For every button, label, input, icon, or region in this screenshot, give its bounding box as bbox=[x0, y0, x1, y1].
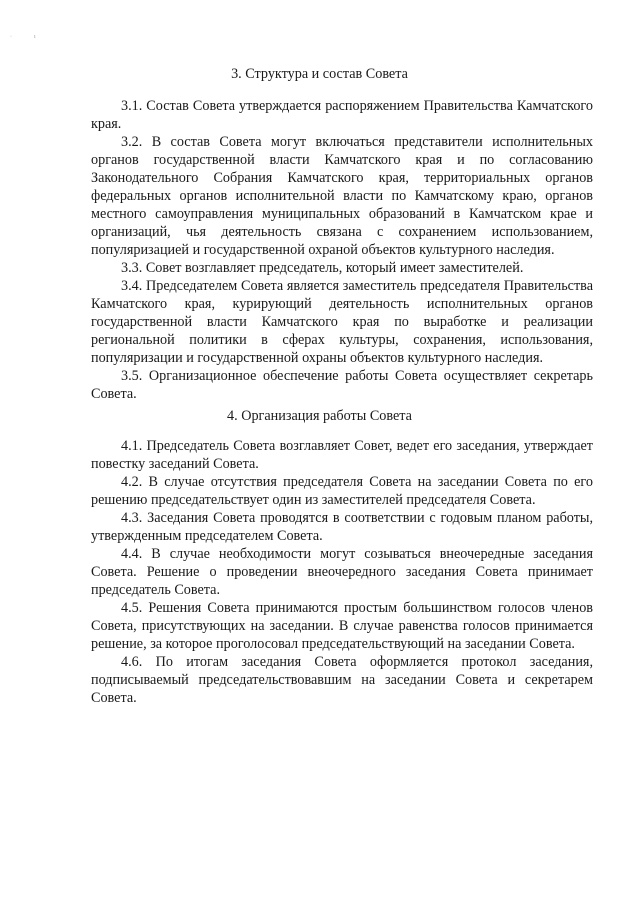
paragraph-3-1: 3.1. Состав Совета утверждается распоряжением Правительства Камчатского края. bbox=[91, 98, 593, 132]
section-4-body bbox=[91, 437, 593, 707]
paragraph-4-4: 4.4. В случае необходимости могут созываться внеочередные заседания Совета. Решение о проведении внеочередного заседания Совета принимает председатель Совета. bbox=[91, 546, 593, 598]
paragraph-3-5: 3.5. Организационное обеспечение работы Совета осуществляет секретарь Совета. bbox=[91, 368, 593, 402]
paragraph-3-3: 3.3. Совет возглавляет председатель, который имеет заместителей. bbox=[121, 260, 524, 276]
scan-mark-right: ı bbox=[34, 34, 36, 40]
scan-mark-left: · bbox=[10, 34, 12, 40]
paragraph-4-2: 4.2. В случае отсутствия председателя Совета на заседании Совета по его решению председательствует один из заместителей председателя Совета. bbox=[91, 474, 593, 508]
paragraph-4-6: 4.6. По итогам заседания Совета оформляется протокол заседания, подписываемый председательствовавшим на заседании Совета и секретарем Совета. bbox=[91, 654, 593, 706]
section-3-body bbox=[91, 97, 593, 403]
paragraph-4-5: 4.5. Решения Совета принимаются простым большинством голосов членов Совета, присутствующих на заседании. В случае равенства голосов принимается решение, за которое проголосовал председательствующий на заседании Совета. bbox=[91, 600, 593, 652]
section-4-title: 4. Организация работы Совета bbox=[227, 408, 412, 424]
paragraph-4-3: 4.3. Заседания Совета проводятся в соответствии с годовым планом работы, утвержденным председателем Совета. bbox=[91, 510, 593, 544]
paragraph-4-1: 4.1. Председатель Совета возглавляет Совет, ведет его заседания, утверждает повестку заседаний Совета. bbox=[91, 438, 593, 472]
paragraph-3-4: 3.4. Председателем Совета является заместитель председателя Правительства Камчатского края, курирующий деятельность исполнительных органов государственной власти Камчатского края по выработке и реализации региональной политики в сферах культуры, сохранения, использования, популяризации и государственной охраны объектов культурного наследия. bbox=[91, 278, 593, 366]
paragraph-3-2: 3.2. В состав Совета могут включаться представители исполнительных органов государственной власти Камчатского края и по согласованию Законодательного Собрания Камчатского края, территориальных органов федеральных органов исполнительной власти по Камчатскому краю, органов местного самоуправления муниципальных образований в Камчатском крае и организаций, чья деятельность связана с сохранением использованием, популяризацией и государственной охраной объектов культурного наследия. bbox=[91, 134, 593, 258]
section-3-title: 3. Структура и состав Совета bbox=[231, 66, 408, 82]
